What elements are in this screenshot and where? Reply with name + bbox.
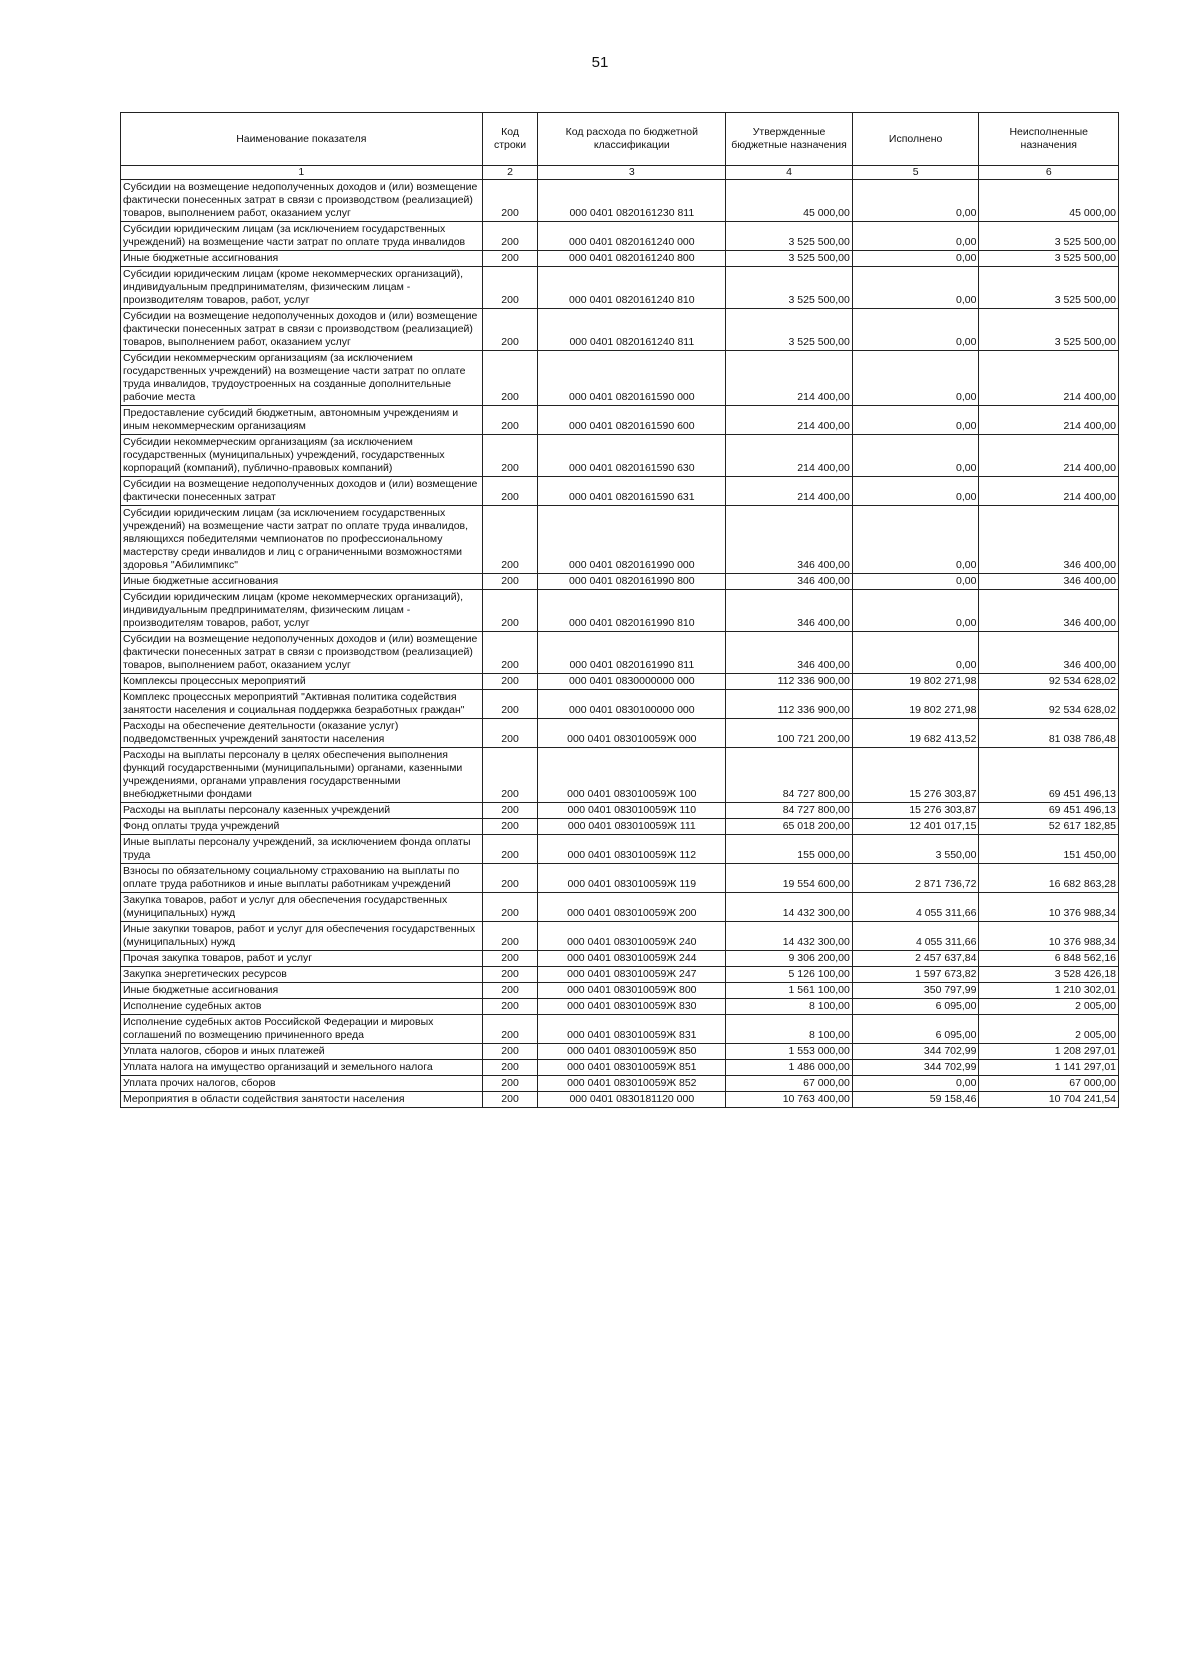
approved-amount-cell: 65 018 200,00 bbox=[726, 819, 853, 835]
unexecuted-amount-cell: 346 400,00 bbox=[979, 590, 1119, 632]
indicator-name-cell: Комплексы процессных мероприятий bbox=[121, 674, 483, 690]
line-code-cell: 200 bbox=[482, 951, 538, 967]
indicator-name-cell: Иные бюджетные ассигнования bbox=[121, 983, 483, 999]
approved-amount-cell: 346 400,00 bbox=[726, 506, 853, 574]
executed-amount-cell: 59 158,46 bbox=[852, 1092, 979, 1108]
column-number: 6 bbox=[979, 166, 1119, 180]
unexecuted-amount-cell: 3 525 500,00 bbox=[979, 251, 1119, 267]
table-row bbox=[121, 983, 1119, 999]
unexecuted-amount-cell: 69 451 496,13 bbox=[979, 803, 1119, 819]
executed-amount-cell: 0,00 bbox=[852, 590, 979, 632]
budget-code-cell: 000 0401 083010059Ж 244 bbox=[538, 951, 726, 967]
executed-amount-cell: 12 401 017,15 bbox=[852, 819, 979, 835]
line-code-cell: 200 bbox=[482, 999, 538, 1015]
table-row bbox=[121, 180, 1119, 222]
line-code-cell: 200 bbox=[482, 222, 538, 251]
budget-code-cell: 000 0401 083010059Ж 111 bbox=[538, 819, 726, 835]
executed-amount-cell: 0,00 bbox=[852, 1076, 979, 1092]
line-code-cell: 200 bbox=[482, 864, 538, 893]
line-code-cell: 200 bbox=[482, 983, 538, 999]
indicator-name-cell: Субсидии на возмещение недополученных доходов и (или) возмещение фактически понесенных затрат в связи с производством (реализацией) товаров, выполнением работ, оказанием услуг bbox=[121, 632, 483, 674]
indicator-name-cell: Предоставление субсидий бюджетным, автономным учреждениям и иным некоммерческим организациям bbox=[121, 406, 483, 435]
approved-amount-cell: 19 554 600,00 bbox=[726, 864, 853, 893]
unexecuted-amount-cell: 92 534 628,02 bbox=[979, 690, 1119, 719]
unexecuted-amount-cell: 151 450,00 bbox=[979, 835, 1119, 864]
unexecuted-amount-cell: 16 682 863,28 bbox=[979, 864, 1119, 893]
table-row bbox=[121, 719, 1119, 748]
indicator-name-cell: Иные бюджетные ассигнования bbox=[121, 574, 483, 590]
table-row bbox=[121, 690, 1119, 719]
unexecuted-amount-cell: 214 400,00 bbox=[979, 351, 1119, 406]
line-code-cell: 200 bbox=[482, 893, 538, 922]
table-row bbox=[121, 267, 1119, 309]
executed-amount-cell: 19 802 271,98 bbox=[852, 674, 979, 690]
budget-code-cell: 000 0401 0820161990 000 bbox=[538, 506, 726, 574]
header-line-code: Код строки bbox=[482, 113, 538, 166]
budget-code-cell: 000 0401 083010059Ж 831 bbox=[538, 1015, 726, 1044]
budget-code-cell: 000 0401 0830000000 000 bbox=[538, 674, 726, 690]
unexecuted-amount-cell: 52 617 182,85 bbox=[979, 819, 1119, 835]
line-code-cell: 200 bbox=[482, 835, 538, 864]
budget-code-cell: 000 0401 083010059Ж 830 bbox=[538, 999, 726, 1015]
header-indicator-name: Наименование показателя bbox=[121, 113, 483, 166]
approved-amount-cell: 214 400,00 bbox=[726, 477, 853, 506]
line-code-cell: 200 bbox=[482, 351, 538, 406]
line-code-cell: 200 bbox=[482, 690, 538, 719]
line-code-cell: 200 bbox=[482, 435, 538, 477]
table-row bbox=[121, 477, 1119, 506]
executed-amount-cell: 0,00 bbox=[852, 351, 979, 406]
approved-amount-cell: 5 126 100,00 bbox=[726, 967, 853, 983]
column-number-row bbox=[121, 166, 1119, 180]
table-row bbox=[121, 835, 1119, 864]
budget-code-cell: 000 0401 083010059Ж 100 bbox=[538, 748, 726, 803]
indicator-name-cell: Субсидии на возмещение недополученных доходов и (или) возмещение фактически понесенных затрат bbox=[121, 477, 483, 506]
table-row bbox=[121, 674, 1119, 690]
line-code-cell: 200 bbox=[482, 819, 538, 835]
budget-code-cell: 000 0401 0820161230 811 bbox=[538, 180, 726, 222]
indicator-name-cell: Исполнение судебных актов bbox=[121, 999, 483, 1015]
unexecuted-amount-cell: 45 000,00 bbox=[979, 180, 1119, 222]
executed-amount-cell: 344 702,99 bbox=[852, 1044, 979, 1060]
table-row bbox=[121, 406, 1119, 435]
executed-amount-cell: 344 702,99 bbox=[852, 1060, 979, 1076]
executed-amount-cell: 6 095,00 bbox=[852, 999, 979, 1015]
column-number: 2 bbox=[482, 166, 538, 180]
approved-amount-cell: 14 432 300,00 bbox=[726, 893, 853, 922]
table-row bbox=[121, 803, 1119, 819]
budget-code-cell: 000 0401 0830181120 000 bbox=[538, 1092, 726, 1108]
approved-amount-cell: 155 000,00 bbox=[726, 835, 853, 864]
indicator-name-cell: Расходы на выплаты персоналу казенных учреждений bbox=[121, 803, 483, 819]
unexecuted-amount-cell: 10 376 988,34 bbox=[979, 893, 1119, 922]
approved-amount-cell: 1 561 100,00 bbox=[726, 983, 853, 999]
approved-amount-cell: 346 400,00 bbox=[726, 632, 853, 674]
budget-code-cell: 000 0401 0820161990 811 bbox=[538, 632, 726, 674]
unexecuted-amount-cell: 92 534 628,02 bbox=[979, 674, 1119, 690]
approved-amount-cell: 45 000,00 bbox=[726, 180, 853, 222]
unexecuted-amount-cell: 81 038 786,48 bbox=[979, 719, 1119, 748]
unexecuted-amount-cell: 69 451 496,13 bbox=[979, 748, 1119, 803]
budget-code-cell: 000 0401 0820161590 631 bbox=[538, 477, 726, 506]
line-code-cell: 200 bbox=[482, 1092, 538, 1108]
line-code-cell: 200 bbox=[482, 251, 538, 267]
table-row bbox=[121, 222, 1119, 251]
indicator-name-cell: Субсидии юридическим лицам (кроме некоммерческих организаций), индивидуальным предпринимателям, физическим лицам - производителям товаров, работ, услуг bbox=[121, 267, 483, 309]
table-row bbox=[121, 351, 1119, 406]
line-code-cell: 200 bbox=[482, 674, 538, 690]
table-row bbox=[121, 1060, 1119, 1076]
approved-amount-cell: 84 727 800,00 bbox=[726, 748, 853, 803]
executed-amount-cell: 0,00 bbox=[852, 222, 979, 251]
indicator-name-cell: Субсидии юридическим лицам (кроме некоммерческих организаций), индивидуальным предпринимателям, физическим лицам - производителям товаров, работ, услуг bbox=[121, 590, 483, 632]
approved-amount-cell: 3 525 500,00 bbox=[726, 267, 853, 309]
executed-amount-cell: 4 055 311,66 bbox=[852, 893, 979, 922]
indicator-name-cell: Субсидии юридическим лицам (за исключением государственных учреждений) на возмещение части затрат по оплате труда инвалидов, являющихся победителями чемпионатов по профессиональному мастерству среди инвалидов и лиц с ограниченными возможностями здоровья "Абилимпикс" bbox=[121, 506, 483, 574]
indicator-name-cell: Фонд оплаты труда учреждений bbox=[121, 819, 483, 835]
unexecuted-amount-cell: 10 376 988,34 bbox=[979, 922, 1119, 951]
approved-amount-cell: 1 553 000,00 bbox=[726, 1044, 853, 1060]
executed-amount-cell: 2 871 736,72 bbox=[852, 864, 979, 893]
approved-amount-cell: 112 336 900,00 bbox=[726, 690, 853, 719]
page-number: 51 bbox=[591, 54, 609, 71]
budget-code-cell: 000 0401 083010059Ж 800 bbox=[538, 983, 726, 999]
indicator-name-cell: Уплата прочих налогов, сборов bbox=[121, 1076, 483, 1092]
indicator-name-cell: Комплекс процессных мероприятий "Активная политика содействия занятости населения и социальная поддержка безработных граждан" bbox=[121, 690, 483, 719]
unexecuted-amount-cell: 1 210 302,01 bbox=[979, 983, 1119, 999]
table-row bbox=[121, 748, 1119, 803]
approved-amount-cell: 3 525 500,00 bbox=[726, 222, 853, 251]
executed-amount-cell: 0,00 bbox=[852, 435, 979, 477]
unexecuted-amount-cell: 67 000,00 bbox=[979, 1076, 1119, 1092]
approved-amount-cell: 1 486 000,00 bbox=[726, 1060, 853, 1076]
approved-amount-cell: 10 763 400,00 bbox=[726, 1092, 853, 1108]
line-code-cell: 200 bbox=[482, 506, 538, 574]
budget-code-cell: 000 0401 0820161240 000 bbox=[538, 222, 726, 251]
indicator-name-cell: Прочая закупка товаров, работ и услуг bbox=[121, 951, 483, 967]
executed-amount-cell: 2 457 637,84 bbox=[852, 951, 979, 967]
table-row bbox=[121, 893, 1119, 922]
unexecuted-amount-cell: 346 400,00 bbox=[979, 506, 1119, 574]
table-row bbox=[121, 590, 1119, 632]
indicator-name-cell: Закупка энергетических ресурсов bbox=[121, 967, 483, 983]
approved-amount-cell: 9 306 200,00 bbox=[726, 951, 853, 967]
executed-amount-cell: 0,00 bbox=[852, 267, 979, 309]
approved-amount-cell: 214 400,00 bbox=[726, 435, 853, 477]
line-code-cell: 200 bbox=[482, 180, 538, 222]
line-code-cell: 200 bbox=[482, 967, 538, 983]
column-number: 5 bbox=[852, 166, 979, 180]
line-code-cell: 200 bbox=[482, 719, 538, 748]
indicator-name-cell: Субсидии некоммерческим организациям (за исключением государственных учреждений) на возмещение части затрат по оплате труда инвалидов, трудоустроенных на созданные дополнительные рабочие места bbox=[121, 351, 483, 406]
table-row bbox=[121, 1044, 1119, 1060]
table-row bbox=[121, 574, 1119, 590]
budget-code-cell: 000 0401 083010059Ж 112 bbox=[538, 835, 726, 864]
table-row bbox=[121, 819, 1119, 835]
budget-code-cell: 000 0401 0820161990 800 bbox=[538, 574, 726, 590]
line-code-cell: 200 bbox=[482, 406, 538, 435]
budget-code-cell: 000 0401 0830100000 000 bbox=[538, 690, 726, 719]
table-row bbox=[121, 951, 1119, 967]
unexecuted-amount-cell: 214 400,00 bbox=[979, 406, 1119, 435]
indicator-name-cell: Субсидии некоммерческим организациям (за исключением государственных (муниципальных) учреждений, государственных корпораций (компаний), публично-правовых компаний) bbox=[121, 435, 483, 477]
approved-amount-cell: 214 400,00 bbox=[726, 351, 853, 406]
unexecuted-amount-cell: 1 208 297,01 bbox=[979, 1044, 1119, 1060]
line-code-cell: 200 bbox=[482, 1076, 538, 1092]
indicator-name-cell: Закупка товаров, работ и услуг для обеспечения государственных (муниципальных) нужд bbox=[121, 893, 483, 922]
line-code-cell: 200 bbox=[482, 748, 538, 803]
table-row bbox=[121, 922, 1119, 951]
unexecuted-amount-cell: 346 400,00 bbox=[979, 574, 1119, 590]
budget-execution-table bbox=[120, 112, 1119, 1108]
budget-code-cell: 000 0401 083010059Ж 850 bbox=[538, 1044, 726, 1060]
table-row bbox=[121, 506, 1119, 574]
executed-amount-cell: 15 276 303,87 bbox=[852, 803, 979, 819]
executed-amount-cell: 19 802 271,98 bbox=[852, 690, 979, 719]
unexecuted-amount-cell: 3 528 426,18 bbox=[979, 967, 1119, 983]
header-unexecuted: Неисполненные назначения bbox=[979, 113, 1119, 166]
unexecuted-amount-cell: 2 005,00 bbox=[979, 999, 1119, 1015]
indicator-name-cell: Субсидии на возмещение недополученных доходов и (или) возмещение фактически понесенных затрат в связи с производством (реализацией) товаров, выполнением работ, оказанием услуг bbox=[121, 309, 483, 351]
unexecuted-amount-cell: 6 848 562,16 bbox=[979, 951, 1119, 967]
unexecuted-amount-cell: 214 400,00 bbox=[979, 477, 1119, 506]
executed-amount-cell: 6 095,00 bbox=[852, 1015, 979, 1044]
indicator-name-cell: Взносы по обязательному социальному страхованию на выплаты по оплате труда работников и иные выплаты работникам учреждений bbox=[121, 864, 483, 893]
approved-amount-cell: 100 721 200,00 bbox=[726, 719, 853, 748]
line-code-cell: 200 bbox=[482, 267, 538, 309]
executed-amount-cell: 4 055 311,66 bbox=[852, 922, 979, 951]
table-row bbox=[121, 309, 1119, 351]
table-row bbox=[121, 632, 1119, 674]
approved-amount-cell: 14 432 300,00 bbox=[726, 922, 853, 951]
indicator-name-cell: Иные бюджетные ассигнования bbox=[121, 251, 483, 267]
budget-code-cell: 000 0401 083010059Ж 119 bbox=[538, 864, 726, 893]
table-row bbox=[121, 1015, 1119, 1044]
unexecuted-amount-cell: 10 704 241,54 bbox=[979, 1092, 1119, 1108]
column-number: 3 bbox=[538, 166, 726, 180]
executed-amount-cell: 1 597 673,82 bbox=[852, 967, 979, 983]
line-code-cell: 200 bbox=[482, 1060, 538, 1076]
line-code-cell: 200 bbox=[482, 1044, 538, 1060]
approved-amount-cell: 84 727 800,00 bbox=[726, 803, 853, 819]
unexecuted-amount-cell: 3 525 500,00 bbox=[979, 222, 1119, 251]
indicator-name-cell: Субсидии юридическим лицам (за исключением государственных учреждений) на возмещение части затрат по оплате труда инвалидов bbox=[121, 222, 483, 251]
approved-amount-cell: 112 336 900,00 bbox=[726, 674, 853, 690]
approved-amount-cell: 8 100,00 bbox=[726, 1015, 853, 1044]
executed-amount-cell: 3 550,00 bbox=[852, 835, 979, 864]
header-executed: Исполнено bbox=[852, 113, 979, 166]
indicator-name-cell: Субсидии на возмещение недополученных доходов и (или) возмещение фактически понесенных затрат в связи с производством (реализацией) товаров, выполнением работ, оказанием услуг bbox=[121, 180, 483, 222]
indicator-name-cell: Мероприятия в области содействия занятости населения bbox=[121, 1092, 483, 1108]
executed-amount-cell: 0,00 bbox=[852, 477, 979, 506]
executed-amount-cell: 0,00 bbox=[852, 506, 979, 574]
line-code-cell: 200 bbox=[482, 1015, 538, 1044]
executed-amount-cell: 15 276 303,87 bbox=[852, 748, 979, 803]
line-code-cell: 200 bbox=[482, 590, 538, 632]
table-row bbox=[121, 435, 1119, 477]
indicator-name-cell: Расходы на выплаты персоналу в целях обеспечения выполнения функций государственными (муниципальными) органами, казенными учреждениями, органами управления государственными внебюджетными фондами bbox=[121, 748, 483, 803]
budget-code-cell: 000 0401 0820161240 811 bbox=[538, 309, 726, 351]
budget-code-cell: 000 0401 0820161590 000 bbox=[538, 351, 726, 406]
unexecuted-amount-cell: 214 400,00 bbox=[979, 435, 1119, 477]
line-code-cell: 200 bbox=[482, 632, 538, 674]
executed-amount-cell: 0,00 bbox=[852, 574, 979, 590]
approved-amount-cell: 67 000,00 bbox=[726, 1076, 853, 1092]
unexecuted-amount-cell: 3 525 500,00 bbox=[979, 309, 1119, 351]
budget-code-cell: 000 0401 0820161240 810 bbox=[538, 267, 726, 309]
table-row bbox=[121, 1092, 1119, 1108]
indicator-name-cell: Уплата налогов, сборов и иных платежей bbox=[121, 1044, 483, 1060]
approved-amount-cell: 3 525 500,00 bbox=[726, 309, 853, 351]
table-row bbox=[121, 251, 1119, 267]
column-number: 4 bbox=[726, 166, 853, 180]
unexecuted-amount-cell: 1 141 297,01 bbox=[979, 1060, 1119, 1076]
line-code-cell: 200 bbox=[482, 574, 538, 590]
budget-code-cell: 000 0401 083010059Ж 000 bbox=[538, 719, 726, 748]
approved-amount-cell: 346 400,00 bbox=[726, 574, 853, 590]
table-body bbox=[121, 180, 1119, 1108]
budget-code-cell: 000 0401 0820161990 810 bbox=[538, 590, 726, 632]
approved-amount-cell: 214 400,00 bbox=[726, 406, 853, 435]
unexecuted-amount-cell: 346 400,00 bbox=[979, 632, 1119, 674]
header-budget-code: Код расхода по бюджетной классификации bbox=[538, 113, 726, 166]
executed-amount-cell: 0,00 bbox=[852, 632, 979, 674]
budget-code-cell: 000 0401 0820161590 600 bbox=[538, 406, 726, 435]
table-header-row bbox=[121, 113, 1119, 166]
budget-code-cell: 000 0401 083010059Ж 200 bbox=[538, 893, 726, 922]
budget-code-cell: 000 0401 0820161590 630 bbox=[538, 435, 726, 477]
line-code-cell: 200 bbox=[482, 922, 538, 951]
indicator-name-cell: Исполнение судебных актов Российской Федерации и мировых соглашений по возмещению причиненного вреда bbox=[121, 1015, 483, 1044]
budget-code-cell: 000 0401 083010059Ж 247 bbox=[538, 967, 726, 983]
line-code-cell: 200 bbox=[482, 477, 538, 506]
unexecuted-amount-cell: 2 005,00 bbox=[979, 1015, 1119, 1044]
budget-code-cell: 000 0401 083010059Ж 110 bbox=[538, 803, 726, 819]
table-row bbox=[121, 967, 1119, 983]
unexecuted-amount-cell: 3 525 500,00 bbox=[979, 267, 1119, 309]
approved-amount-cell: 3 525 500,00 bbox=[726, 251, 853, 267]
indicator-name-cell: Уплата налога на имущество организаций и земельного налога bbox=[121, 1060, 483, 1076]
executed-amount-cell: 0,00 bbox=[852, 309, 979, 351]
executed-amount-cell: 0,00 bbox=[852, 406, 979, 435]
column-number: 1 bbox=[121, 166, 483, 180]
executed-amount-cell: 350 797,99 bbox=[852, 983, 979, 999]
indicator-name-cell: Расходы на обеспечение деятельности (оказание услуг) подведомственных учреждений занятости населения bbox=[121, 719, 483, 748]
approved-amount-cell: 346 400,00 bbox=[726, 590, 853, 632]
approved-amount-cell: 8 100,00 bbox=[726, 999, 853, 1015]
table-row bbox=[121, 864, 1119, 893]
indicator-name-cell: Иные выплаты персоналу учреждений, за исключением фонда оплаты труда bbox=[121, 835, 483, 864]
line-code-cell: 200 bbox=[482, 309, 538, 351]
budget-code-cell: 000 0401 083010059Ж 852 bbox=[538, 1076, 726, 1092]
budget-code-cell: 000 0401 083010059Ж 240 bbox=[538, 922, 726, 951]
executed-amount-cell: 0,00 bbox=[852, 180, 979, 222]
executed-amount-cell: 19 682 413,52 bbox=[852, 719, 979, 748]
table-row bbox=[121, 999, 1119, 1015]
table-row bbox=[121, 1076, 1119, 1092]
executed-amount-cell: 0,00 bbox=[852, 251, 979, 267]
header-approved: Утвержденные бюджетные назначения bbox=[726, 113, 853, 166]
budget-code-cell: 000 0401 083010059Ж 851 bbox=[538, 1060, 726, 1076]
indicator-name-cell: Иные закупки товаров, работ и услуг для обеспечения государственных (муниципальных) нужд bbox=[121, 922, 483, 951]
line-code-cell: 200 bbox=[482, 803, 538, 819]
budget-code-cell: 000 0401 0820161240 800 bbox=[538, 251, 726, 267]
